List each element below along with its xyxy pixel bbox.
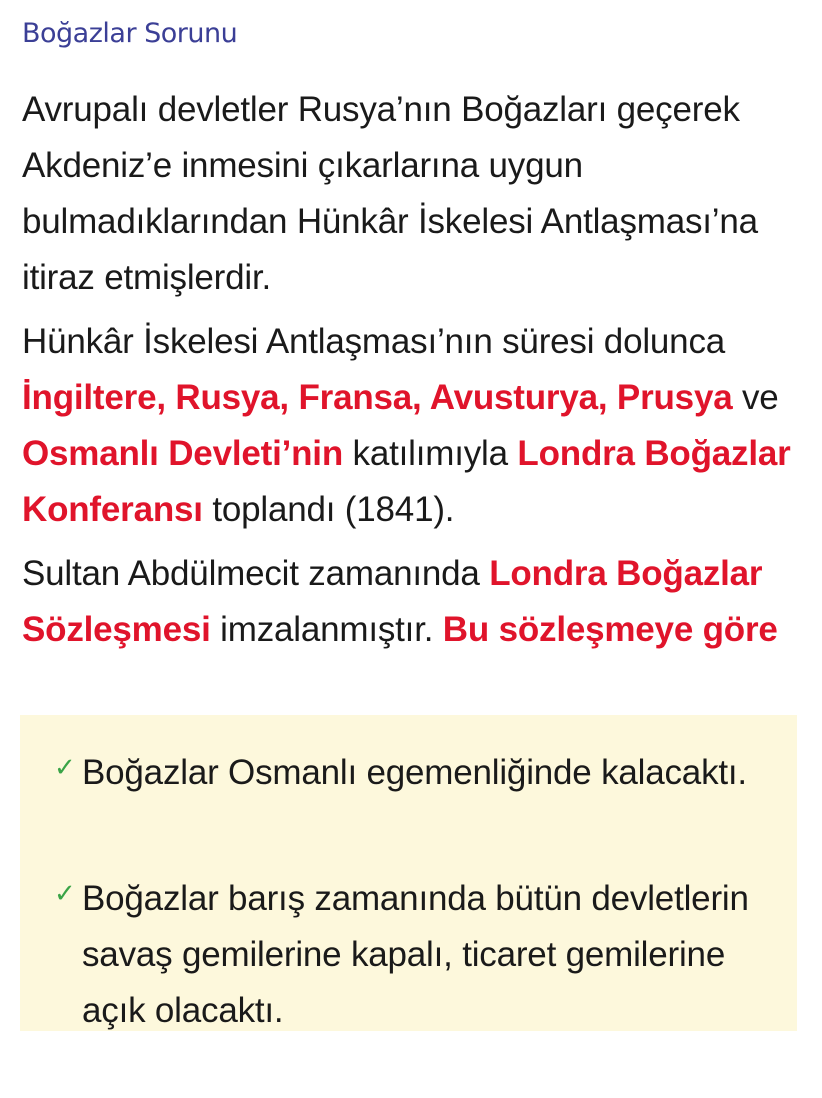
paragraph-treaty — [22, 546, 812, 658]
conference-text-2: ve — [732, 378, 779, 417]
conference-text-3: katılımıyla — [343, 434, 518, 473]
list-item-text: Boğazlar Osmanlı egemenliğinde kalacaktı. — [82, 753, 747, 792]
treaty-lead: Bu sözleşmeye göre — [442, 610, 778, 649]
conference-text-4: toplandı (1841). — [202, 490, 455, 529]
check-icon: ✓ — [54, 879, 76, 909]
treaty-text-2: imzalanmıştır. — [210, 610, 443, 649]
section-heading: Boğazlar Sorunu — [22, 18, 238, 49]
list-item-text: Boğazlar barış zamanında bütün devletlerin savaş gemilerine kapalı, ticaret gemilerine açık olacaktı. — [82, 879, 749, 1030]
conference-countries: İngiltere, Rusya, Fransa, Avusturya, Prusya — [22, 378, 733, 417]
treaty-text-1: Sultan Abdülmecit zamanında — [22, 554, 490, 593]
terms-box — [20, 715, 797, 1031]
paragraph-conference — [22, 314, 812, 538]
conference-name: Londra Boğazlar Konferansı — [22, 434, 791, 529]
paragraph-objections: Avrupalı devletler Rusya’nın Boğazları geçerek Akdeniz’e inmesini çıkarlarına uygun bulmadıklarından Hünkâr İskelesi Antlaşması’na itiraz etmişlerdir. — [22, 90, 758, 297]
conference-text-1: Hünkâr İskelesi Antlaşması’nın süresi dolunca — [22, 322, 726, 361]
treaty-name: Londra Boğazlar Sözleşmesi — [22, 554, 763, 649]
check-icon: ✓ — [54, 753, 76, 783]
conference-ottoman: Osmanlı Devleti’nin — [22, 434, 344, 473]
